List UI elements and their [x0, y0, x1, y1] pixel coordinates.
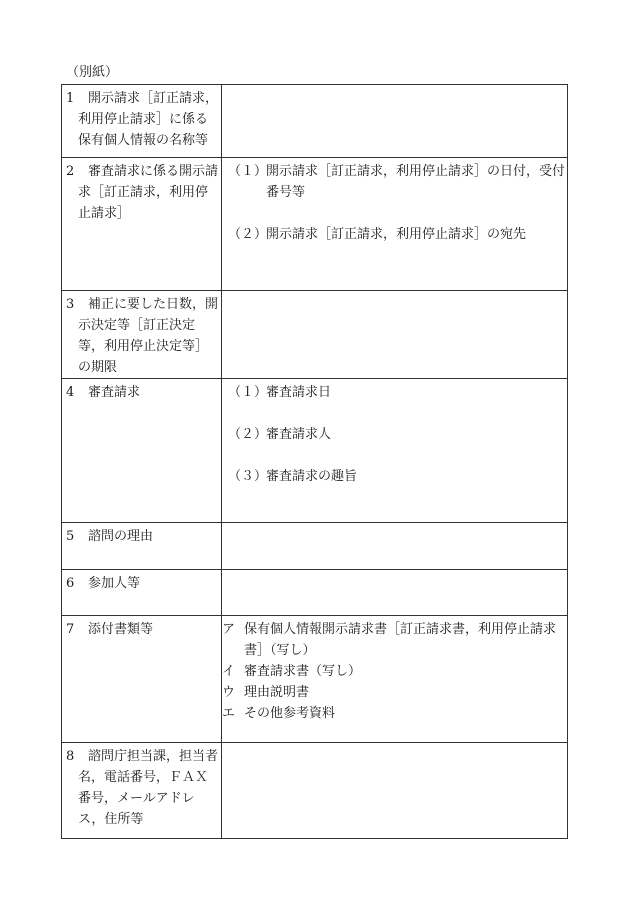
row-content-cell: [222, 291, 568, 379]
item-marker: イ: [222, 664, 236, 679]
item-text: その他参考資料: [244, 706, 336, 721]
row-content-cell: [222, 743, 568, 839]
row-label-cell: [62, 379, 222, 523]
item-marker: （１）: [228, 385, 268, 400]
table-row: [62, 523, 568, 570]
row-label: 諮問庁担当課，担当者名，電話番号，ＦＡＸ番号，メールアドレス，住所等: [78, 749, 219, 827]
list-item: [228, 161, 565, 203]
row-label: 諮問の理由: [88, 529, 154, 544]
row-number: 8: [66, 749, 75, 764]
list-item: [228, 224, 565, 245]
row-label-cell: [62, 570, 222, 616]
row-content-cell: [222, 85, 568, 158]
list-item: [222, 682, 565, 703]
list-item: [222, 661, 565, 682]
item-marker: ア: [222, 622, 236, 637]
item-text: 理由説明書: [244, 685, 310, 700]
attachment-caption: （別紙）: [66, 65, 119, 80]
table-row: [62, 379, 568, 523]
row-number: 5: [66, 529, 75, 544]
table-row: [62, 570, 568, 616]
item-marker: （２）: [228, 227, 268, 242]
table-row: [62, 616, 568, 743]
row-content-cell: [222, 616, 568, 743]
row-number: 3: [66, 297, 75, 312]
row-label: 開示請求［訂正請求，利用停止請求］に係る保有個人情報の名称等: [78, 91, 219, 148]
item-marker: エ: [222, 706, 236, 721]
table-row: [62, 743, 568, 839]
item-text: 審査請求日: [266, 385, 332, 400]
item-text: 審査請求の趣旨: [266, 469, 358, 484]
row-label-cell: [62, 743, 222, 839]
row-label-cell: [62, 85, 222, 158]
item-text: 開示請求［訂正請求，利用停止請求］の宛先: [266, 227, 527, 242]
row-label-cell: [62, 158, 222, 291]
row-number: 6: [66, 576, 75, 591]
consultation-form-table: [61, 84, 568, 839]
row-label: 参加人等: [88, 576, 141, 591]
row-label: 添付書類等: [88, 622, 154, 637]
row-label-cell: [62, 616, 222, 743]
item-marker: （２）: [228, 427, 268, 442]
table-row: [62, 158, 568, 291]
row-number: 7: [66, 622, 75, 637]
item-text: 審査請求書（写し）: [244, 664, 362, 679]
row-content-cell: [222, 379, 568, 523]
row-number: 2: [66, 164, 75, 179]
list-item: [228, 382, 565, 403]
row-number: 4: [66, 385, 75, 400]
row-label-cell: [62, 291, 222, 379]
row-content-cell: [222, 570, 568, 616]
row-content-cell: [222, 158, 568, 291]
row-content-cell: [222, 523, 568, 570]
list-item: [222, 703, 565, 724]
table-row: [62, 85, 568, 158]
item-marker: （３）: [228, 469, 268, 484]
row-label: 審査請求: [88, 385, 141, 400]
list-item: [228, 466, 565, 487]
list-item: [228, 424, 565, 445]
row-number: 1: [66, 91, 75, 106]
row-label-cell: [62, 523, 222, 570]
row-label: 補正に要した日数，開示決定等［訂正決定等，利用停止決定等］の期限: [78, 297, 219, 375]
item-text: 審査請求人: [266, 427, 332, 442]
item-text: 保有個人情報開示請求書［訂正請求書，利用停止請求書］（写し）: [244, 622, 557, 658]
table-row: [62, 291, 568, 379]
item-marker: ウ: [222, 685, 236, 700]
list-item: [222, 619, 565, 661]
item-text: 開示請求［訂正請求，利用停止請求］の日付，受付番号等: [266, 164, 566, 200]
row-label: 審査請求に係る開示請求［訂正請求，利用停止請求］: [78, 164, 219, 221]
item-marker: （１）: [228, 164, 268, 179]
